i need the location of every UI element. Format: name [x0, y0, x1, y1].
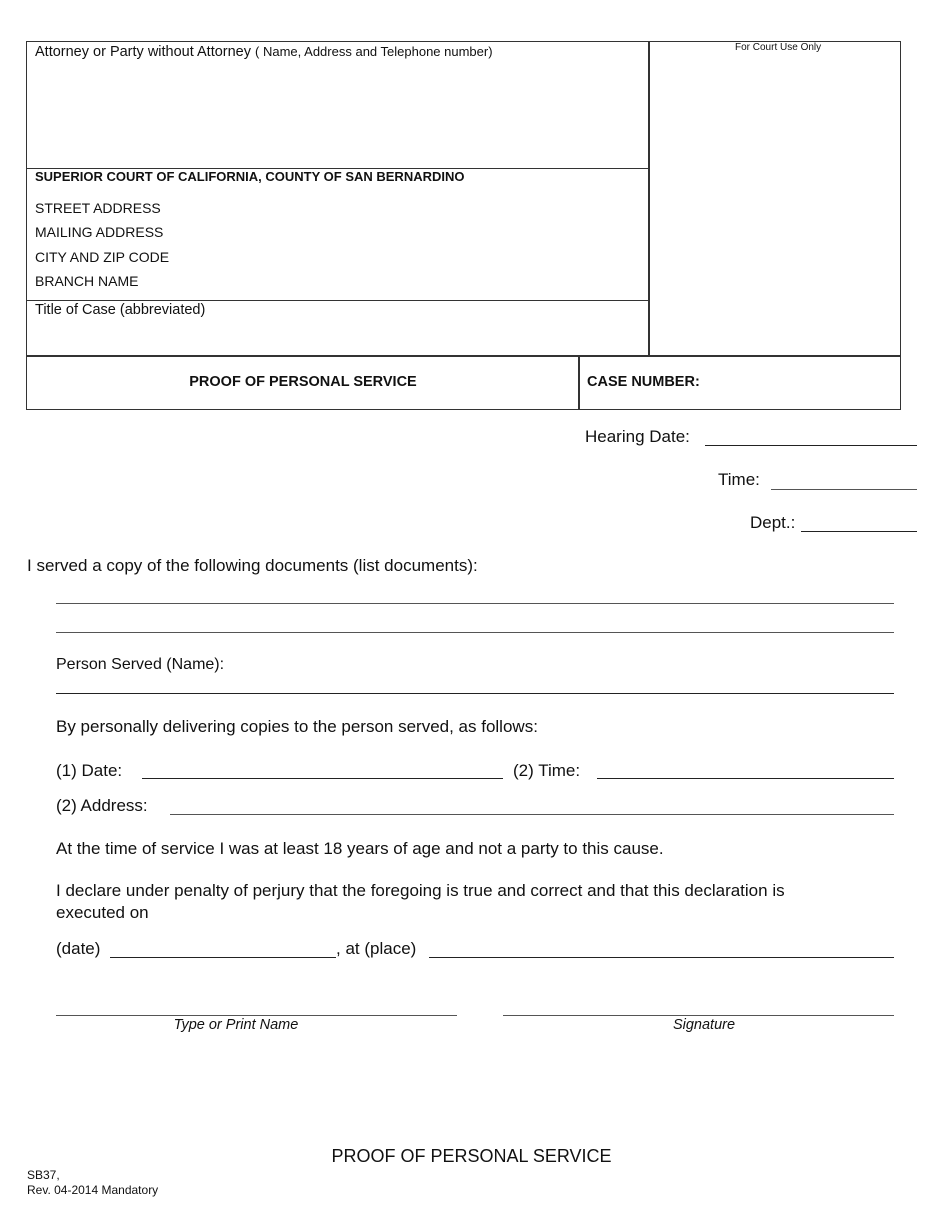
hearing-time-label: Time:: [718, 470, 760, 489]
mailing-address-label: MAILING ADDRESS: [35, 224, 164, 240]
served-documents-label: I served a copy of the following documents (list documents):: [27, 556, 478, 575]
street-address-label: STREET ADDRESS: [35, 200, 161, 216]
hearing-time-input[interactable]: [771, 470, 917, 490]
service-time-label: (2) Time:: [513, 761, 581, 780]
service-time-input[interactable]: [597, 759, 894, 779]
delivering-statement: By personally delivering copies to the person served, as follows:: [56, 717, 538, 736]
attorney-label: [35, 44, 493, 60]
attorney-input[interactable]: [34, 64, 642, 166]
court-name: SUPERIOR COURT OF CALIFORNIA, COUNTY OF SAN BERNARDINO: [35, 169, 465, 184]
form-revision: Rev. 04-2014 Mandatory: [27, 1183, 159, 1197]
attorney-label-main: Attorney or Party without Attorney: [35, 44, 251, 60]
service-address-input[interactable]: [170, 795, 894, 815]
declaration-line-2: executed on: [56, 903, 149, 922]
attorney-label-sub: ( Name, Address and Telephone number): [255, 44, 493, 59]
city-zip-label: CITY AND ZIP CODE: [35, 249, 170, 265]
print-name-input[interactable]: [56, 996, 457, 1016]
case-title-label: Title of Case (abbreviated): [35, 302, 206, 318]
service-address-label: (2) Address:: [56, 796, 148, 815]
hearing-date-label: Hearing Date:: [585, 427, 690, 446]
person-served-input[interactable]: [56, 674, 894, 694]
branch-name-label: BRANCH NAME: [35, 273, 139, 289]
form-code: SB37,: [27, 1168, 60, 1182]
service-date-label: (1) Date:: [56, 761, 123, 780]
hearing-dept-label: Dept.:: [750, 513, 796, 532]
footer-title: PROOF OF PERSONAL SERVICE: [331, 1146, 612, 1166]
court-use-box: [648, 41, 901, 357]
person-served-label: Person Served (Name):: [56, 656, 225, 673]
print-name-caption: Type or Print Name: [173, 1017, 299, 1033]
hearing-dept-input[interactable]: [801, 512, 917, 532]
service-date-input[interactable]: [142, 759, 503, 779]
case-number-label: CASE NUMBER:: [587, 374, 700, 390]
execution-date-input[interactable]: [110, 938, 336, 958]
case-number-input[interactable]: [712, 373, 892, 393]
execution-date-label: (date): [56, 939, 101, 958]
signature-input[interactable]: [503, 996, 894, 1016]
hearing-date-input[interactable]: [705, 426, 917, 446]
documents-input-2[interactable]: [56, 613, 894, 633]
execution-place-input[interactable]: [429, 938, 894, 958]
documents-input-1[interactable]: [56, 584, 894, 604]
case-title-input[interactable]: [34, 326, 638, 346]
execution-place-label: , at (place): [336, 939, 417, 958]
declaration-line-1: I declare under penalty of perjury that the foregoing is true and correct and that this declaration is: [56, 881, 785, 900]
court-use-label: For Court Use Only: [735, 42, 822, 53]
form-title: PROOF OF PERSONAL SERVICE: [189, 374, 417, 390]
signature-caption: Signature: [672, 1017, 736, 1033]
age-statement: At the time of service I was at least 18 years of age and not a party to this cause.: [56, 839, 664, 858]
